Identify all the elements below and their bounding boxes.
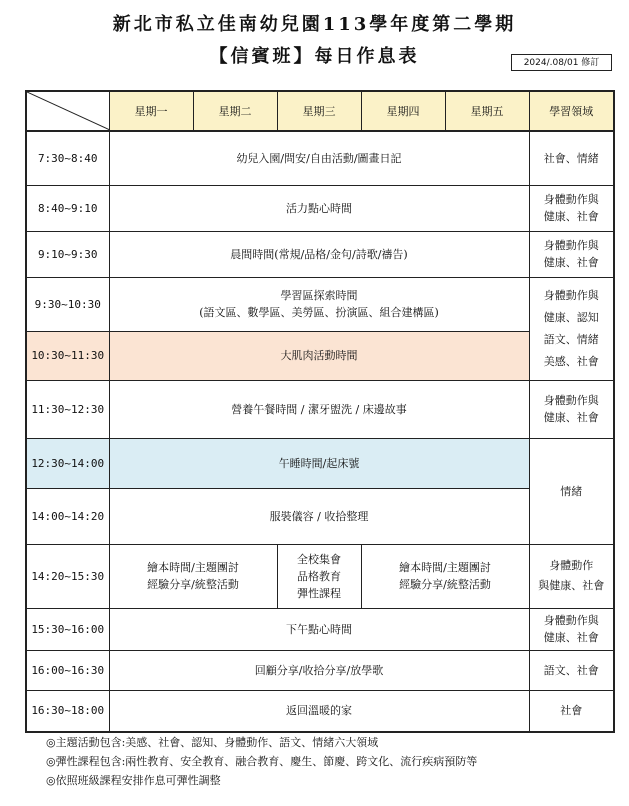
table-row: [26, 277, 614, 331]
time-cell: 7:30~8:40: [26, 131, 109, 185]
table-row: [26, 488, 614, 544]
activity-line: 學習區探索時間: [280, 289, 358, 302]
domain-cell: [529, 277, 614, 380]
time-cell: 9:30~10:30: [26, 277, 109, 331]
table-row: [26, 231, 614, 277]
activity-line: 彈性課程: [297, 586, 341, 600]
domain-line: 健康、社會: [543, 210, 599, 223]
activity-cell-mon-tue: [109, 544, 277, 608]
activity-cell: 返回溫暖的家: [109, 690, 529, 732]
domain-line: 健康、認知: [543, 310, 599, 324]
activity-cell: 回顧分享/收拾分享/放學歌: [109, 650, 529, 690]
domain-line: 健康、社會: [543, 631, 599, 644]
notes: [46, 733, 477, 790]
time-cell: 14:00~14:20: [26, 488, 109, 544]
page-subtitle: 【信賓班】每日作息表: [209, 46, 420, 67]
domain-cell: 語文、社會: [529, 650, 614, 690]
table-row: [26, 608, 614, 650]
corner-cell: [26, 91, 109, 131]
domain-line: 身體動作與: [543, 239, 599, 252]
activity-cell: 幼兒入園/問安/自由活動/圖畫日記: [109, 131, 529, 185]
activity-cell: 營養午餐時間 / 潔牙盥洗 / 床邊故事: [109, 380, 529, 438]
note-item: ◎主題活動包含:美感、社會、認知、身體動作、語文、情緒六大領域: [46, 736, 379, 749]
activity-cell: 服裝儀容 / 收拾整理: [109, 488, 529, 544]
domain-line: 身體動作與: [543, 614, 599, 627]
schedule-table: [25, 90, 615, 733]
domain-cell: [529, 185, 614, 231]
table-row: [26, 650, 614, 690]
table-row: [26, 690, 614, 732]
note-item: ◎依照班級課程安排作息可彈性調整: [46, 774, 221, 787]
activity-line: 經驗分享/統整活動: [399, 578, 491, 591]
time-cell: 15:30~16:00: [26, 608, 109, 650]
header-day-tue: 星期二: [193, 91, 277, 131]
activity-line: 繪本時間/主題團討: [147, 561, 239, 574]
domain-line: 身體動作與: [543, 394, 599, 407]
table-row: [26, 438, 614, 488]
activity-cell: 大肌肉活動時間: [109, 331, 529, 380]
domain-line: 身體動作: [549, 559, 594, 572]
time-cell: 9:10~9:30: [26, 231, 109, 277]
domain-line: 身體動作與: [543, 288, 599, 302]
diagonal-line: [27, 92, 110, 130]
activity-line: 品格教育: [297, 569, 341, 583]
domain-cell: [529, 608, 614, 650]
time-cell: 10:30~11:30: [26, 331, 109, 380]
domain-cell: 情緒: [529, 438, 614, 544]
table-row: [26, 331, 614, 380]
domain-line: 健康、社會: [543, 411, 599, 424]
domain-cell: [529, 231, 614, 277]
activity-line: 全校集會: [297, 552, 341, 566]
activity-cell: 活力點心時間: [109, 185, 529, 231]
activity-line: 繪本時間/主題團討: [399, 561, 491, 574]
domain-line: 與健康、社會: [538, 579, 605, 592]
time-cell: 8:40~9:10: [26, 185, 109, 231]
header-day-thu: 星期四: [361, 91, 445, 131]
domain-line: 語文、情緒: [543, 332, 599, 346]
domain-cell: 社會、情緒: [529, 131, 614, 185]
page-title: 新北市私立佳南幼兒園113學年度第二學期: [112, 14, 517, 35]
domain-cell: 社會: [529, 690, 614, 732]
domain-cell: [529, 380, 614, 438]
time-cell: 12:30~14:00: [26, 438, 109, 488]
table-row: [26, 185, 614, 231]
activity-cell: 下午點心時間: [109, 608, 529, 650]
time-cell: 14:20~15:30: [26, 544, 109, 608]
time-cell: 16:30~18:00: [26, 690, 109, 732]
activity-line: 經驗分享/統整活動: [147, 578, 239, 591]
activity-line: (語文區、數學區、美勞區、扮演區、組合建構區): [199, 306, 439, 319]
table-row: [26, 131, 614, 185]
table-row: [26, 544, 614, 608]
activity-cell-thu-fri: [361, 544, 529, 608]
time-cell: 16:00~16:30: [26, 650, 109, 690]
header-row: [26, 91, 614, 131]
activity-cell: 晨間時間(常規/品格/金句/詩歌/禱告): [109, 231, 529, 277]
time-cell: 11:30~12:30: [26, 380, 109, 438]
table-row: [26, 380, 614, 438]
domain-cell: [529, 544, 614, 608]
activity-cell: [109, 277, 529, 331]
activity-cell: 午睡時間/起床號: [109, 438, 529, 488]
header-domain: 學習領域: [529, 91, 614, 131]
header-day-mon: 星期一: [109, 91, 193, 131]
header-day-fri: 星期五: [445, 91, 529, 131]
domain-line: 健康、社會: [543, 256, 599, 269]
revision-date: 2024/.08/01 修訂: [511, 54, 612, 71]
activity-cell-wed: [277, 544, 361, 608]
domain-line: 身體動作與: [543, 193, 599, 206]
header-day-wed: 星期三: [277, 91, 361, 131]
note-item: ◎彈性課程包含:兩性教育、安全教育、融合教育、慶生、節慶、跨文化、流行疾病預防等: [46, 755, 478, 768]
domain-line: 美感、社會: [543, 354, 599, 368]
